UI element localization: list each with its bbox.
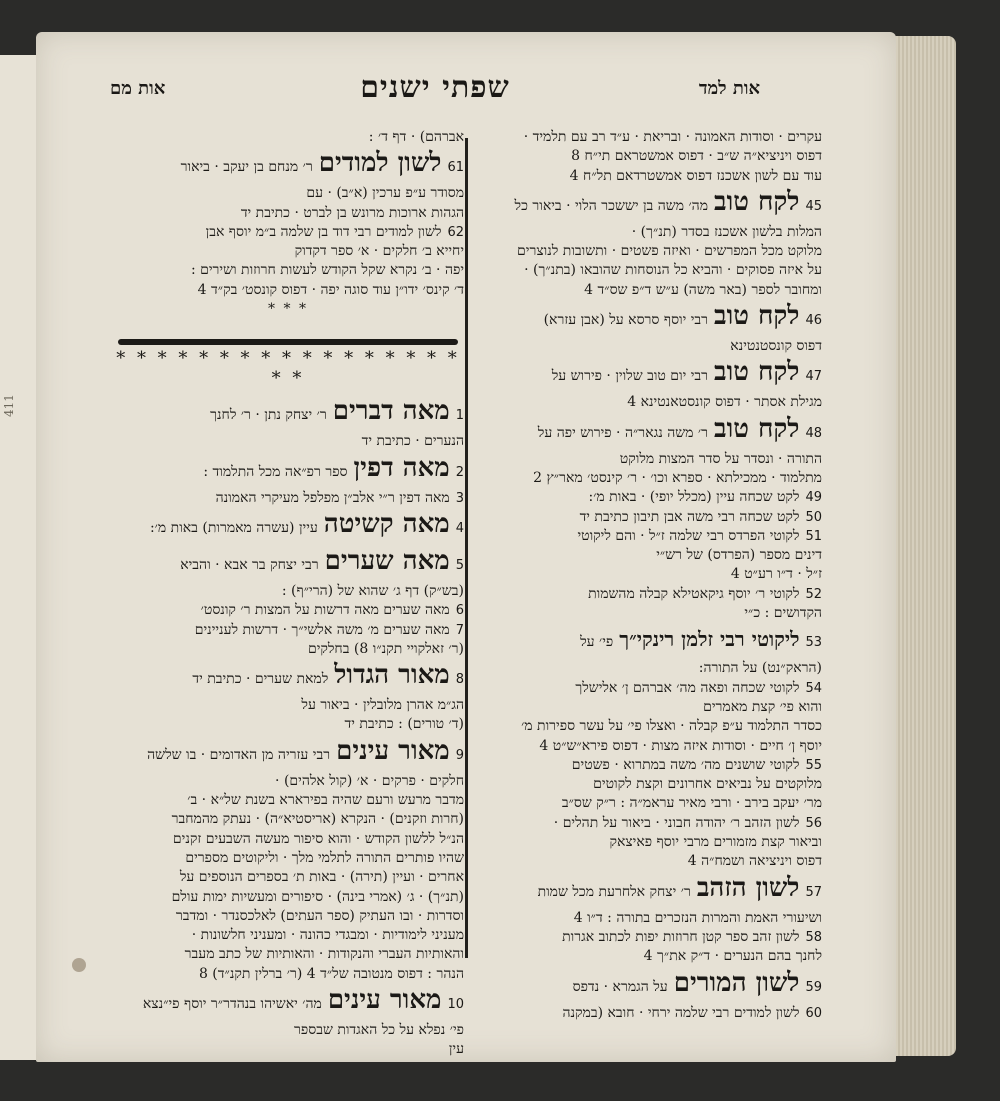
header-left-corner: אות מם	[110, 78, 166, 99]
entry-title: מאור עינים	[336, 735, 450, 766]
entry-line	[112, 965, 464, 984]
entry-text: ד׳ קינס׳ ידו״ן עוד סוגה יפה · דפוס קונסט׳ בק״ד 4	[197, 281, 464, 298]
entry-line	[112, 849, 464, 868]
entry-text: התורה · ונסדר על סדר המצות מלוקט	[619, 450, 822, 467]
entry-text: מלוקטים על נביאים אחרונים וקצת לקוטים	[593, 776, 822, 793]
entry-line	[112, 147, 464, 184]
entry-line	[462, 756, 822, 775]
entry-title: מאה שערים	[324, 545, 450, 576]
entry-title: מאור הגדול	[334, 660, 450, 691]
entry-number: 62	[447, 224, 464, 240]
entry-text: לשון הזהב ר׳ יהודה חבוני · ביאור על תהלים ·	[553, 814, 800, 831]
entry-text: רבי יצחק בר אבא · והביא	[180, 556, 319, 573]
right-column	[462, 128, 822, 1023]
entry-line	[462, 967, 822, 1004]
entry-line	[112, 1040, 464, 1059]
entry-text: ושיעורי האמת והמרות הנזכרים בתורה : ד״ו 4	[573, 909, 822, 926]
entry-line	[112, 601, 464, 620]
entry-line	[462, 186, 822, 223]
entry-text: והאותיות העברי והנקודות · והאותיות של כתב מעבר	[184, 946, 464, 963]
entry-line	[462, 413, 822, 450]
entry-text: למאת שערים · כתיבת יד	[192, 671, 329, 688]
entry-line	[112, 715, 464, 734]
running-title: שפתי ישנים	[360, 70, 510, 105]
entry-line	[112, 242, 464, 261]
entry-text: וביאור קצת מזמורים מרבי יוסף פאיצאק	[609, 834, 822, 851]
entry-line	[112, 696, 464, 715]
entry-line	[462, 794, 822, 813]
entry-line	[462, 872, 822, 909]
entry-text: על איזה פסוקים · והביא כל הנוסחות שהובאו (בתנ״ך) ·	[524, 262, 822, 279]
entry-number: 45	[805, 198, 822, 214]
entry-number: 52	[805, 586, 822, 602]
entry-line	[112, 432, 464, 451]
entry-text: המלות בלשון אשכנז בסדר (תנ״ך) ·	[631, 223, 822, 240]
entry-line	[462, 814, 822, 833]
entry-title: לקח טוב	[714, 186, 800, 217]
entry-line	[112, 489, 464, 508]
entry-text: רבי עזריה מן האדומים · בו שלשה	[147, 746, 331, 763]
entry-text: לשון למודים רבי דוד בן שלמה ב״מ יוסף אבן	[205, 223, 442, 240]
entry-line	[462, 852, 822, 871]
entry-text: לקט שכחה עיין (מכלל יופי) · באות מ׳:	[588, 489, 800, 506]
entry-title: לקח טוב	[714, 301, 800, 332]
entry-text: רבי יום טוב שלוין · פירוש על	[551, 368, 709, 385]
entry-text: הג״מ אהרן מלובלין · ביאור על	[301, 697, 464, 714]
entry-text: ר׳ יצחק אלחרעת מכל שמות	[537, 883, 691, 900]
entry-line	[112, 128, 464, 147]
entry-title: לשון הזהב	[696, 872, 800, 903]
entry-line	[462, 147, 822, 166]
entry-line	[112, 281, 464, 300]
entry-text: מגילת אסתר · דפוס קונסטאנטינא 4	[627, 394, 822, 411]
entry-line	[462, 508, 822, 527]
entry-line	[112, 810, 464, 829]
entry-line	[112, 735, 464, 772]
entry-text: ספר רפ״אה מכל התלמוד :	[203, 463, 348, 480]
entry-text: מלוקט מכל המפרשים · ואיזה פשטים · ותשובות לנוצרים	[517, 243, 822, 260]
entry-text: (תנ״ך) · ג׳ (אמרי בינה) · סיפורים ומעשיות ימות עולם	[171, 888, 464, 905]
entry-number: 59	[805, 979, 822, 995]
entry-text: מאה שערים מאה דרשות על המצות ר׳ קונסט׳	[200, 602, 450, 619]
entry-text: פי׳ נפלא על כל האגדות שבספר	[294, 1022, 464, 1039]
margin-note: 411	[2, 394, 16, 417]
entry-line	[462, 717, 822, 736]
entry-text: ר׳ משה נגאר״ה · פירוש יפה על	[537, 424, 709, 441]
entry-number: 7	[455, 622, 464, 638]
entry-text: עקרים · וסודות האמונה · ובריאת · ע״ד רב עם תלמיד ·	[523, 129, 822, 145]
entry-line	[112, 640, 464, 659]
entry-text: מה׳ יאשיהו בנהדר״ר יוסף פי״נצא	[142, 996, 322, 1013]
entry-line	[462, 261, 822, 280]
entry-text: מעניני לימודיות · ומבגדי כהונה · ומעניני חלשונות ·	[191, 927, 464, 944]
entry-line	[112, 545, 464, 582]
entry-text: והוא פי׳ קצת מאמרים	[703, 698, 822, 715]
entry-line	[462, 281, 822, 300]
entry-text: שהיו פותרים התורה לתלמי מלך · וליקוטים מספרים	[185, 849, 464, 866]
entry-line	[112, 868, 464, 887]
entry-number: 54	[805, 680, 822, 696]
entry-text: יפה · ב׳ נקרא שקל הקודש לעשות חרוזות ושירים :	[190, 262, 464, 279]
entry-number: 57	[805, 884, 822, 900]
entry-line	[462, 393, 822, 412]
entry-text: עוד עם לשון אשכנז דפוס אמשטרדאם תל״ח 4	[569, 167, 822, 184]
entry-number: 55	[805, 757, 822, 773]
entry-text: דפוס ויניציא״ה ש״ב · דפוס אמשטראם תי״ח 8	[571, 148, 822, 165]
entry-line	[462, 300, 822, 337]
entry-text: לקוטי שושנים מה׳ משה במתרוא · פשטים	[571, 756, 800, 773]
entry-text: ומחובר לספר (באר משה) ע״ש ד״פ שס״ד 4	[584, 281, 822, 298]
entry-number: 9	[455, 747, 464, 763]
entry-text: (ד׳ טורים) : כתיבת יד	[344, 716, 464, 733]
entry-number: 60	[805, 1005, 822, 1021]
entry-line	[112, 184, 464, 203]
entry-text: לקוטי ר׳ יוסף גיקאטילא קבלה מהשמות	[588, 585, 800, 602]
entry-text: מר׳ יעקב בירב · ורבי מאיר עראמ״ה : ר״ק שס״ב	[561, 795, 822, 812]
entry-text: הנערים · כתיבת יד	[361, 433, 464, 450]
entry-text: לקט שכחה רבי משה אבן תיבון כתיבת יד	[579, 508, 800, 525]
entry-number: 53	[805, 635, 822, 651]
section-stars: * * * * * * * * * * * * * * * * * * *	[116, 348, 460, 390]
entry-number: 48	[805, 425, 822, 441]
entry-text: (ר׳ זאלקויי תקנ״ו 8) בחלקים	[307, 640, 464, 657]
entry-text: חלקים · פרקים · א׳ (קול אלהים) ·	[275, 772, 464, 789]
entry-line	[112, 888, 464, 907]
entry-text: מדבר מרעש ורעם שהיה בפירארא בשנת של״א · ב׳	[187, 792, 464, 809]
entry-text: הגהות ארוכות מרונש בן לברט · כתיבת יד	[240, 204, 464, 221]
entry-line	[462, 527, 822, 546]
entry-line	[112, 452, 464, 489]
entry-text: אברהם) · דף ד׳ :	[368, 129, 464, 145]
entry-text: רבי יוסף סרסא על (אבן עזרא)	[543, 312, 709, 329]
entry-text: אחרים · ועיין (תירה) · באות ת׳ בספרים הנוספים על	[179, 869, 464, 886]
section-rule	[118, 339, 458, 345]
entry-line	[462, 488, 822, 507]
entry-number: 5	[455, 557, 464, 573]
entry-line	[462, 167, 822, 186]
entry-text: מסודר ע״פ ערכין (א״ב) · עם	[306, 185, 464, 202]
entry-text: לשון זהב ספר קטן חרוזות יפות לכתוב אגרות	[562, 928, 800, 945]
entry-text: הנהר : דפוס מנטובה של״ד 4 (ר׳ ברלין תקנ״ד) 8	[198, 965, 464, 982]
entry-text: יוסף ן׳ חיים · וסודות איזה מצות · דפוס פירא״ש״ט 4	[539, 737, 822, 754]
entry-line	[462, 128, 822, 147]
entry-title: לקח טוב	[714, 357, 800, 388]
entry-text: וסדרות · ובו העתיק (ספר העתים) לאלכסנדר · ומדבר	[175, 907, 464, 924]
entry-line	[462, 928, 822, 947]
entry-line	[462, 223, 822, 242]
entry-line	[112, 1021, 464, 1040]
entry-number: 6	[455, 603, 464, 619]
entry-text: ר׳ יצחק נתן · ר׳ לחנך	[210, 407, 327, 424]
entry-line	[112, 582, 464, 601]
entry-number: 4	[455, 520, 464, 536]
left-column-bottom	[112, 395, 464, 1059]
entry-line	[462, 659, 822, 678]
entry-line	[112, 830, 464, 849]
entry-title: מאה קשיטה	[323, 508, 450, 539]
entry-line	[462, 1004, 822, 1023]
entry-number: 10	[447, 997, 464, 1013]
entry-text: דפוס ויניציאה ושמח״ה 4	[687, 853, 822, 870]
entry-line	[462, 623, 822, 659]
entry-text: לחנך בהם הנערים · ד״ק את״ך 4	[643, 948, 822, 965]
entry-text: ז״ל · ד״ו רע״ט 4	[730, 566, 822, 583]
entry-text: לקוטי הפרדס רבי שלמה ז״ל · והם ליקוטי	[577, 527, 800, 544]
entry-line	[462, 565, 822, 584]
entry-line	[462, 775, 822, 794]
entry-text: הקדושים : כ״י	[744, 605, 822, 622]
entry-line	[112, 508, 464, 545]
entry-line	[112, 772, 464, 791]
entry-text: דינים מספר (הפרדס) של רש״י	[656, 547, 822, 564]
entry-line	[112, 621, 464, 640]
entry-text: על הגמרא · נדפס	[572, 978, 668, 995]
entry-number: 51	[805, 528, 822, 544]
header-right-corner: אות למד	[698, 78, 760, 99]
entry-text: יחייא ב׳ חלקים · א׳ ספר דקדוק	[294, 243, 464, 260]
entry-title: לשון המורים	[673, 967, 800, 998]
entry-line	[112, 791, 464, 810]
entry-number: 56	[805, 815, 822, 831]
entry-text: מתלמוד · ממכילתא · ספרא וכו׳ · ר׳ קינסט׳ מאר״ץ 2	[533, 469, 822, 486]
entry-text: הנ״ל ללשון הקודש · והוא סיפור מעשה השבעים זקנים	[172, 830, 464, 847]
entry-text: לשון למודים רבי שלמה ירחי · חובא (במקנה	[562, 1004, 800, 1021]
left-column	[112, 128, 464, 1060]
section-stars-small: * * *	[268, 301, 308, 318]
entry-line	[462, 469, 822, 488]
entry-number: 50	[805, 509, 822, 525]
entry-title: מאה דברים	[332, 396, 450, 427]
entry-number: 58	[805, 929, 822, 945]
entry-text: מה׳ משה בן יששכר הלוי · ביאור כל	[514, 197, 709, 214]
entry-text: לקוטי שכחה ופאה מה׳ אברהם ן׳ אלישלך	[575, 679, 800, 696]
entry-number: 49	[805, 490, 822, 506]
entry-number: 3	[455, 490, 464, 506]
entry-line	[462, 737, 822, 756]
entry-line	[462, 337, 822, 356]
entry-text: (הראק״נט) על התורה:	[698, 660, 822, 677]
entry-line	[112, 659, 464, 696]
ink-stain	[72, 958, 86, 972]
entry-text: (חרות וזקנים) · הנקרא (אריסטיא״ה) · נעתק מהמחבר	[171, 811, 464, 828]
entry-line	[462, 947, 822, 966]
entry-text: עין	[448, 1041, 464, 1058]
entry-text: עיין (עשרה מאמרות) באות מ׳:	[149, 519, 318, 536]
entry-title: מאה דפין	[353, 452, 450, 483]
entry-line	[462, 698, 822, 717]
entry-line	[112, 223, 464, 242]
entry-text: פי׳ על	[580, 634, 614, 651]
entry-text: ר׳ מנחם בן יעקב · ביאור	[180, 159, 313, 176]
entry-line	[112, 395, 464, 432]
entry-line	[112, 204, 464, 223]
entry-line	[112, 926, 464, 945]
page-header	[110, 70, 760, 130]
entry-line	[462, 242, 822, 261]
entry-line	[112, 984, 464, 1021]
entry-line	[462, 909, 822, 928]
entry-title: ליקוטי רבי זלמן רינקי״ך	[619, 627, 800, 652]
entry-line	[462, 450, 822, 469]
entry-line	[462, 679, 822, 698]
entry-line	[462, 546, 822, 565]
entry-text: (בש״ק) דף ג׳ שהוא של (הרי״ף) :	[281, 582, 464, 599]
entry-number: 2	[455, 464, 464, 480]
entry-line	[462, 356, 822, 393]
entry-text: דפוס קונסטנטינא	[730, 338, 822, 355]
entry-title: מאור עינים	[327, 985, 442, 1016]
entry-number: 46	[805, 313, 822, 329]
entry-line	[462, 585, 822, 604]
entry-number: 61	[447, 160, 464, 176]
entry-line	[112, 945, 464, 964]
entry-title: לקח טוב	[714, 413, 800, 444]
entry-text: מאה דפין ר״י אלב״ן מפלפל מעיקרי האמונה	[215, 489, 450, 506]
entry-text: מאה שערים מ׳ משה אלשי״ך · דרשות לעניינים	[194, 621, 450, 638]
entry-number: 47	[805, 369, 822, 385]
entry-number: 1	[455, 408, 464, 424]
entry-line	[462, 833, 822, 852]
entry-text: כסדר התלמוד ע״פ קבלה · ואצלו פי׳ על עשר ספירות מ׳	[521, 718, 822, 735]
entry-number: 8	[455, 672, 464, 688]
entry-line	[462, 604, 822, 623]
entry-line	[112, 907, 464, 926]
entry-title: לשון למודים	[318, 148, 442, 179]
left-column-top	[112, 128, 464, 300]
entry-line	[112, 261, 464, 280]
